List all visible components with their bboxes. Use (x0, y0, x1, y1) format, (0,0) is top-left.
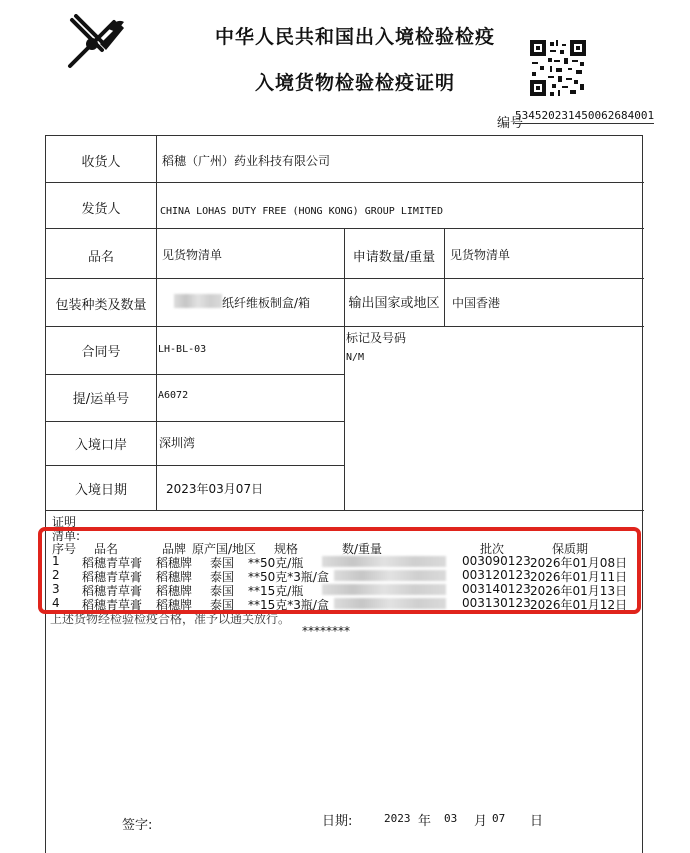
consignor-value: CHINA LOHAS DUTY FREE (HONG KONG) GROUP LIMITED (160, 206, 443, 217)
col-header: 品牌 (162, 542, 187, 556)
footer-month-unit: 月 (474, 814, 488, 829)
goods-label: 品名 (87, 250, 114, 265)
col-header: 品名 (94, 542, 119, 556)
conclusion-text: 上述货物经检验检疫合格，准予以通关放行。 (50, 612, 291, 626)
row-brand: 稻穗牌 (156, 598, 193, 612)
row-no: 3 (52, 582, 60, 596)
row-brand: 稻穗牌 (156, 570, 193, 584)
highlight-box (38, 527, 641, 614)
consignee-value: 稻穗（广州）药业科技有限公司 (162, 154, 331, 168)
row-no: 2 (52, 568, 60, 582)
row-expiry: 2026年01月13日 (530, 584, 628, 598)
footer-month: 03 (444, 812, 458, 825)
row-no: 1 (52, 554, 60, 568)
footer-date-label: 日期: (322, 814, 353, 829)
row-no: 4 (52, 596, 60, 610)
row-expiry: 2026年01月08日 (530, 556, 628, 570)
serial-number: 534520231450062684001 (515, 109, 655, 122)
quantity-label: 申请数量/重量 (352, 250, 436, 265)
consignee-label: 收货人 (81, 155, 121, 170)
row-brand: 稻穗牌 (156, 556, 193, 570)
list-heading: 清单: (52, 529, 81, 543)
row-name: 稻穗青草膏 (82, 570, 143, 584)
origin-label: 输出国家或地区 (348, 296, 440, 311)
row-expiry: 2026年01月11日 (530, 570, 628, 584)
row-origin: 泰国 (210, 556, 235, 570)
entry-date-label: 入境日期 (74, 483, 127, 498)
document-title: 中华人民共和国出入境检验检疫 (214, 26, 495, 48)
stars-line: ******** (302, 624, 350, 638)
goods-value: 见货物清单 (162, 248, 223, 262)
entry-date-value: 2023年03月07日 (166, 482, 264, 496)
col-header: 批次 (480, 542, 505, 556)
row-batch: 003140123 (462, 582, 531, 596)
redacted-packing-count (174, 294, 222, 308)
bl-label: 提/运单号 (72, 392, 130, 407)
row-name: 稻穗青草膏 (82, 584, 143, 598)
row-spec: **50克/瓶 (248, 556, 304, 570)
row-spec: **50克*3瓶/盒 (248, 570, 329, 584)
row-spec: **15克/瓶 (248, 584, 304, 598)
marks-value: N/M (346, 352, 365, 363)
port-value: 深圳湾 (159, 436, 196, 450)
port-label: 入境口岸 (74, 438, 127, 453)
origin-value: 中国香港 (452, 296, 501, 310)
col-header: 原产国/地区 (192, 542, 257, 556)
signature-label: 签字: (122, 818, 153, 833)
packing-label: 包装种类及数量 (55, 298, 147, 313)
row-name: 稻穗青草膏 (82, 556, 143, 570)
qr-code-icon (530, 40, 586, 96)
footer-day-unit: 日 (530, 814, 544, 829)
col-header: 保质期 (552, 542, 589, 556)
footer-day: 07 (492, 812, 506, 825)
row-batch: 003120123 (462, 568, 531, 582)
footer-year-unit: 年 (418, 814, 432, 829)
contract-label: 合同号 (81, 345, 121, 360)
quantity-value: 见货物清单 (450, 248, 511, 262)
serial-label: 编号 (497, 116, 524, 131)
row-name: 稻穗青草膏 (82, 598, 143, 612)
packing-value: 纸纤维板制盒/箱 (222, 296, 311, 310)
marks-label: 标记及号码 (346, 331, 407, 345)
row-origin: 泰国 (210, 570, 235, 584)
col-header: 规格 (274, 542, 299, 556)
ciq-emblem-icon (62, 14, 128, 74)
bl-value: A6072 (158, 390, 189, 401)
col-header: 数/重量 (342, 542, 383, 556)
document-subtitle: 入境货物检验检疫证明 (254, 72, 455, 94)
row-batch: 003090123 (462, 554, 531, 568)
consignor-label: 发货人 (81, 202, 121, 217)
col-header: 序号 (52, 542, 77, 556)
row-brand: 稻穗牌 (156, 584, 193, 598)
form-frame (45, 135, 643, 853)
footer-year: 2023 (384, 812, 411, 825)
row-expiry: 2026年01月12日 (530, 598, 628, 612)
row-batch: 003130123 (462, 596, 531, 610)
certificate-heading: 证明 (52, 515, 77, 529)
row-origin: 泰国 (210, 598, 235, 612)
contract-value: LH-BL-03 (158, 344, 207, 355)
row-spec: **15克*3瓶/盒 (248, 598, 329, 612)
row-origin: 泰国 (210, 584, 235, 598)
